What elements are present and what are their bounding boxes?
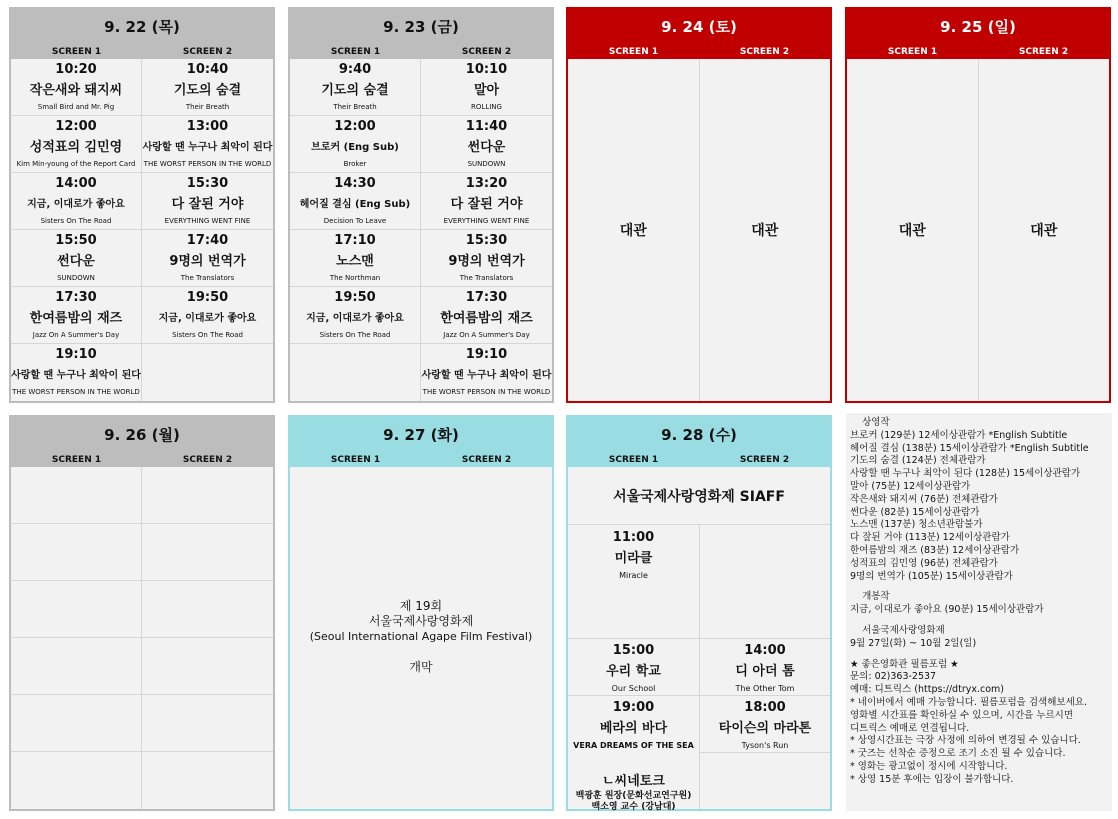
film-title: 디 아더 톰 (735, 664, 795, 679)
day-panel-0925 (845, 7, 1111, 403)
day-header: 9. 28 (수) (568, 417, 830, 453)
info-line: * 굿즈는 선착순 증정으로 조기 소진 될 수 있습니다. (850, 748, 1066, 760)
screen-labels (568, 45, 830, 59)
show-time: 12:00 (55, 119, 97, 134)
festival-english-name: (Seoul International Agape Film Festival) (309, 630, 533, 643)
schedule-grid (11, 467, 273, 809)
day-header: 9. 27 (화) (290, 417, 552, 453)
schedule-cell (290, 59, 421, 116)
schedule-cell (142, 695, 273, 752)
info-line: 다 잘된 거야 (113분) 12세이상관람가 (850, 532, 1010, 544)
schedule-cell (421, 173, 552, 230)
schedule-cell (700, 525, 830, 639)
screen-1-label: SCREEN 1 (608, 47, 659, 57)
show-time: 10:20 (55, 62, 97, 77)
day-header: 9. 25 (일) (847, 9, 1109, 45)
film-title: 헤어질 결심 (Eng Sub) (299, 199, 411, 210)
siaff-banner-text: 서울국제사랑영화제 SIAFF (613, 488, 785, 505)
info-line: ★ 좋은영화관 필름포럼 ★ (850, 658, 959, 670)
film-english-title: The Other Tom (735, 684, 795, 693)
film-english-title: Small Bird and Mr. Pig (37, 103, 115, 111)
show-time: 12:00 (334, 119, 376, 134)
screen-1-label: SCREEN 1 (887, 47, 938, 57)
schedule-cell (568, 525, 700, 639)
schedule-cell (11, 638, 142, 695)
schedule-cell (421, 344, 552, 401)
info-line: 문의: 02)363-2537 (850, 671, 937, 683)
schedule-grid (11, 59, 273, 401)
reserved-screen-2: 대관 (979, 59, 1110, 401)
screen-1-label: SCREEN 1 (330, 47, 381, 57)
film-english-title: Sisters On The Road (319, 331, 391, 339)
info-panel (846, 413, 1112, 811)
schedule-cell (142, 230, 273, 287)
info-line: * 상영 15분 후에는 입장이 불가합니다. (850, 773, 1014, 785)
info-line: 9월 27일(화) ~ 10월 2일(일) (850, 637, 977, 649)
schedule-cell (11, 59, 142, 116)
schedule-cell (290, 344, 421, 401)
film-title: 한여름밤의 재즈 (29, 311, 123, 326)
show-time: 15:30 (186, 176, 229, 191)
day-panel-0928 (566, 415, 832, 811)
day-panel-0926 (9, 415, 275, 811)
film-english-title: Miracle (619, 571, 648, 580)
schedule-cell (142, 581, 273, 638)
schedule-cell (11, 173, 142, 230)
info-line: 사랑할 땐 누구나 최악이 된다 (128분) 15세이상관람가 (850, 468, 1081, 480)
film-english-title: SUNDOWN (57, 274, 95, 282)
film-english-title: VERA DREAMS OF THE SEA (573, 741, 694, 750)
screen-labels (847, 45, 1109, 59)
schedule-cell (11, 467, 142, 524)
show-time: 17:10 (334, 233, 376, 248)
schedule-cell (11, 581, 142, 638)
show-time: 14:30 (334, 176, 376, 191)
day-panel-0924 (566, 7, 832, 403)
schedule-cell (700, 639, 830, 696)
show-time: 19:10 (465, 347, 508, 362)
schedule-cell (11, 230, 142, 287)
schedule-cell (700, 696, 830, 753)
show-time: 19:10 (55, 347, 97, 362)
film-title: 다 잘된 거야 (450, 197, 523, 212)
info-line (850, 651, 1108, 659)
film-title: 베라의 바다 (599, 721, 668, 736)
schedule-cell (142, 344, 273, 401)
schedule-cell (290, 116, 421, 173)
show-time: 10:40 (186, 62, 229, 77)
film-title: 9명의 번역가 (448, 254, 525, 269)
schedule-cell (421, 230, 552, 287)
film-title: 작은새와 돼지씨 (29, 83, 123, 98)
film-english-title: The Northman (329, 274, 381, 282)
schedule-cell (11, 287, 142, 344)
cine-talk-guest-1: 백광훈 원장(문화선교연구원) (575, 791, 692, 801)
show-time: 15:30 (465, 233, 508, 248)
show-time: 9:40 (338, 62, 372, 77)
screen-2-label: SCREEN 2 (739, 455, 790, 465)
show-time: 19:50 (186, 290, 229, 305)
schedule-cell (11, 344, 142, 401)
film-english-title: Tyson's Run (741, 741, 789, 750)
info-line: 예매: 디트릭스 (https://dtryx.com) (850, 684, 1004, 696)
schedule-cell (421, 59, 552, 116)
reserved-screen-2: 대관 (700, 59, 831, 401)
screen-labels (290, 453, 552, 467)
film-english-title: Decision To Leave (323, 217, 387, 225)
info-line: * 영화는 광고없이 정시에 시작합니다. (850, 760, 1008, 772)
film-english-title: Jazz On A Summer's Day (443, 331, 530, 339)
schedule-area (568, 467, 830, 812)
show-time: 19:00 (612, 700, 655, 715)
film-english-title: SUNDOWN (467, 160, 506, 168)
day-header: 9. 24 (토) (568, 9, 830, 45)
festival-name: 서울국제사랑영화제 (368, 614, 474, 628)
film-title: 사랑할 땐 누구나 최악이 된다 (11, 370, 141, 381)
schedule-grid (290, 59, 552, 401)
screen-2-label: SCREEN 2 (1018, 47, 1069, 57)
film-title: 썬다운 (57, 254, 95, 269)
show-time: 17:40 (186, 233, 229, 248)
reserved-area (568, 59, 830, 401)
show-time: 17:30 (465, 290, 508, 305)
schedule-cell (142, 638, 273, 695)
info-line: * 상영시간표는 극장 사정에 의하여 변경될 수 있습니다. (850, 735, 1081, 747)
film-english-title: THE WORST PERSON IN THE WORLD (143, 160, 272, 168)
reserved-area (847, 59, 1109, 401)
info-line: 9명의 번역가 (105분) 15세이상관람가 (850, 570, 1013, 582)
info-line: 브로커 (129분) 12세이상관람가 *English Subtitle (850, 429, 1068, 441)
show-time: 13:00 (186, 119, 229, 134)
film-english-title: Our School (611, 684, 656, 693)
screen-labels (11, 453, 273, 467)
film-english-title: Their Breath (185, 103, 230, 111)
film-english-title: The Translators (180, 274, 235, 282)
film-title: 기도의 숨결 (173, 83, 242, 98)
film-title: 브로커 (Eng Sub) (311, 142, 399, 153)
screen-1-label: SCREEN 1 (51, 455, 102, 465)
screen-1-label: SCREEN 1 (330, 455, 381, 465)
film-english-title: Sisters On The Road (172, 331, 243, 339)
info-line: 말아 (75분) 12세이상관람가 (850, 480, 971, 492)
screen-2-label: SCREEN 2 (182, 455, 233, 465)
film-title: 말아 (473, 83, 500, 98)
cine-talk-title: ㄴ씨네토크 (602, 774, 665, 789)
film-english-title: EVERYTHING WENT FINE (443, 217, 530, 225)
film-title: 우리 학교 (606, 664, 661, 679)
day-panel-0922 (9, 7, 275, 403)
schedule-cell (11, 524, 142, 581)
screen-labels (290, 45, 552, 59)
screen-2-label: SCREEN 2 (739, 47, 790, 57)
schedule-cell (142, 116, 273, 173)
film-title: 썬다운 (467, 140, 506, 155)
show-time: 15:50 (55, 233, 97, 248)
schedule-cell (142, 752, 273, 809)
info-line: 서울국제사랑영화제 (850, 624, 945, 636)
screen-2-label: SCREEN 2 (182, 47, 233, 57)
show-time: 11:40 (465, 119, 508, 134)
film-english-title: EVERYTHING WENT FINE (164, 217, 251, 225)
film-title: 기도의 숨결 (321, 83, 389, 98)
info-line (850, 617, 1108, 625)
reserved-screen-1: 대관 (568, 59, 700, 401)
film-title: 성적표의 김민영 (29, 140, 123, 155)
show-time: 13:20 (465, 176, 508, 191)
show-time: 10:10 (465, 62, 508, 77)
info-line: 한여름밤의 재즈 (83분) 12세이상관람가 (850, 544, 1020, 556)
info-line: 성적표의 김민영 (96분) 전체관람가 (850, 557, 998, 569)
schedule-cell (290, 173, 421, 230)
schedule-cell (11, 695, 142, 752)
film-english-title: Jazz On A Summer's Day (32, 331, 120, 339)
show-time: 17:30 (55, 290, 97, 305)
screen-labels (11, 45, 273, 59)
film-title: 미라클 (614, 551, 653, 566)
show-time: 14:00 (55, 176, 97, 191)
schedule-cell (421, 287, 552, 344)
info-line: 디트릭스 예매로 연결됩니다. (850, 722, 970, 734)
info-line: * 네이버에서 예매 가능합니다. 필름포럼을 검색해보세요. (850, 696, 1087, 708)
show-time: 18:00 (744, 700, 786, 715)
schedule-cell (11, 116, 142, 173)
film-english-title: THE WORST PERSON IN THE WORLD (12, 388, 140, 396)
info-line: 개봉작 (850, 591, 890, 603)
festival-opening-label: 개막 (409, 660, 433, 674)
info-line: 기도의 숨결 (124분) 전체관람가 (850, 455, 986, 467)
film-english-title: Their Breath (333, 103, 377, 111)
schedule-cell (142, 59, 273, 116)
screen-2-label: SCREEN 2 (461, 47, 512, 57)
show-time: 19:50 (334, 290, 376, 305)
reserved-screen-1: 대관 (847, 59, 979, 401)
show-time: 15:00 (612, 643, 655, 658)
cine-talk-guest-2: 백소영 교수 (강남대) (591, 802, 676, 812)
film-title: 노스맨 (336, 254, 374, 269)
film-english-title: Kim Min-young of the Report Card (16, 160, 136, 168)
festival-opening (290, 467, 552, 809)
film-title: 지금, 이대로가 좋아요 (306, 313, 404, 324)
film-english-title: The Translators (459, 274, 514, 282)
schedule-cell (421, 116, 552, 173)
day-panel-0923 (288, 7, 554, 403)
festival-edition: 제 19회 (399, 599, 443, 613)
info-line: 헤어질 결심 (138분) 15세이상관람가 *English Subtitle (850, 442, 1089, 454)
film-title: 지금, 이대로가 좋아요 (158, 313, 257, 324)
schedule-cell (568, 696, 700, 812)
film-title: 9명의 번역가 (169, 254, 246, 269)
info-line: 썬다운 (82분) 15세이상관람가 (850, 506, 980, 518)
siaff-banner (568, 467, 830, 525)
film-english-title: ROLLING (471, 103, 502, 111)
film-english-title: Sisters On The Road (40, 217, 112, 225)
schedule-cell (142, 287, 273, 344)
schedule-cell (290, 230, 421, 287)
day-header: 9. 22 (목) (11, 9, 273, 45)
film-title: 사랑할 땐 누구나 최악이 된다 (421, 370, 552, 381)
film-title: 다 잘된 거야 (171, 197, 244, 212)
info-line: 상영작 (850, 417, 890, 428)
film-english-title: THE WORST PERSON IN THE WORLD (422, 388, 551, 396)
show-time: 11:00 (612, 530, 655, 545)
film-english-title: Broker (343, 160, 367, 168)
show-time: 14:00 (744, 643, 786, 658)
film-title: 타이슨의 마라톤 (718, 721, 812, 736)
film-title: 사랑할 땐 누구나 최악이 된다 (142, 142, 273, 153)
day-panel-0927 (288, 415, 554, 811)
schedule-cell (11, 752, 142, 809)
schedule-cell (568, 639, 700, 696)
schedule-cell (142, 173, 273, 230)
screen-1-label: SCREEN 1 (51, 47, 102, 57)
screen-1-label: SCREEN 1 (608, 455, 659, 465)
screen-2-label: SCREEN 2 (461, 455, 512, 465)
day-header: 9. 23 (금) (290, 9, 552, 45)
film-title: 한여름밤의 재즈 (440, 311, 533, 326)
day-header: 9. 26 (월) (11, 417, 273, 453)
info-line: 노스맨 (137분) 청소년관람불가 (850, 519, 983, 531)
info-line: 작은새와 돼지씨 (76분) 전체관람가 (850, 493, 998, 505)
schedule-cell (290, 287, 421, 344)
screen-labels (568, 453, 830, 467)
info-line: 영화별 시간표를 확인하실 수 있으며, 시간을 누르시면 (850, 709, 1074, 721)
film-title: 지금, 이대로가 좋아요 (27, 199, 125, 210)
schedule-cell (142, 467, 273, 524)
info-line: 지금, 이대로가 좋아요 (90분) 15세이상관람가 (850, 604, 1044, 616)
schedule-cell (142, 524, 273, 581)
